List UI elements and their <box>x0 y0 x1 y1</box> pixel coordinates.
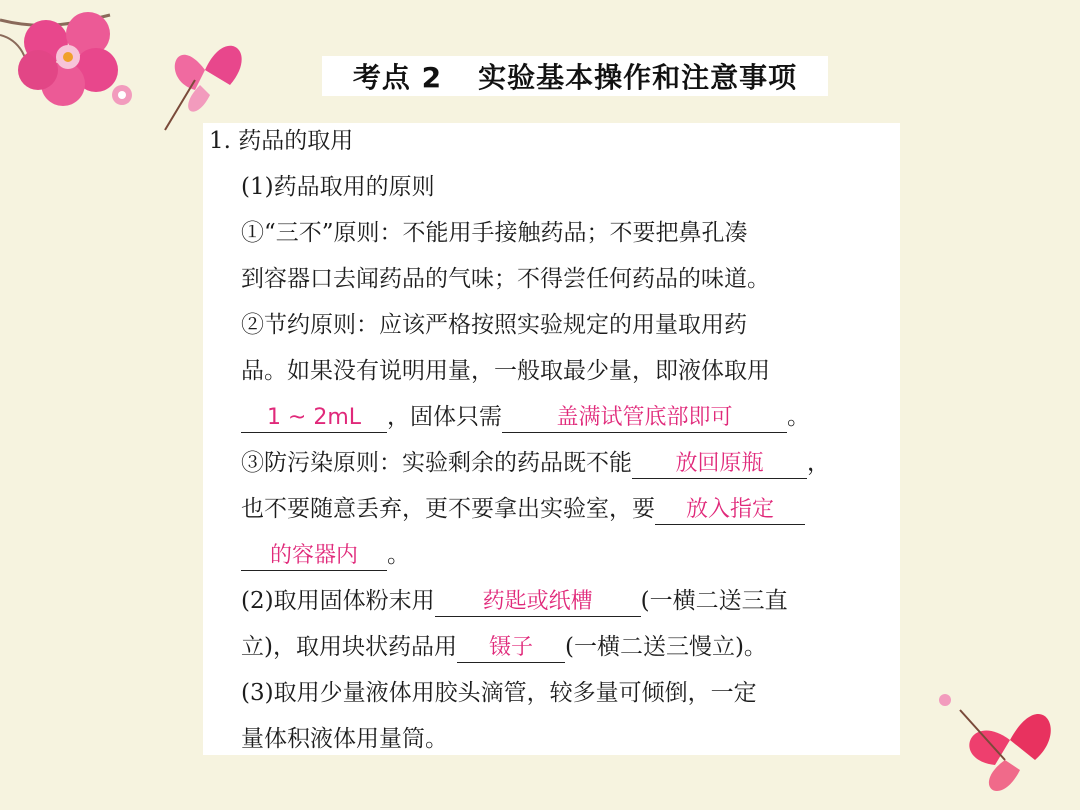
text-fragment: 。 <box>787 404 810 430</box>
topic-number: 考点 2 <box>352 61 443 94</box>
answer-blank: 放回原瓶 <box>632 450 807 479</box>
answer-blank: 的容器内 <box>241 542 387 571</box>
answer-blank: 镊子 <box>457 634 565 663</box>
text-fragment: (一横二送三直 <box>640 588 788 614</box>
topic-name: 实验基本操作和注意事项 <box>478 61 798 94</box>
text-fragment: ，固体只需 <box>387 404 502 430</box>
butterfly-icon <box>960 710 1051 791</box>
answer-blank: 放入指定 <box>655 496 805 525</box>
text-fragment: 。 <box>387 542 410 568</box>
content-panel <box>203 123 900 755</box>
flower-icon <box>18 12 118 106</box>
text-line: 到容器口去闻药品的气味；不得尝任何药品的味道。 <box>241 266 770 292</box>
text-fragment: 立)，取用块状药品用 <box>241 634 457 660</box>
answer-blank: 1 ~ 2mL <box>241 404 387 433</box>
subsection-heading: (1)药品取用的原则 <box>241 174 435 200</box>
text-fragment: (2)取用固体粉末用 <box>241 588 435 614</box>
text-line: 品。如果没有说明用量，一般取最少量，即液体取用 <box>241 358 770 384</box>
text-line: ①“三不”原则：不能用手接触药品；不要把鼻孔凑 <box>241 220 748 246</box>
text-fragment: ， <box>807 450 830 476</box>
butterfly-icon <box>165 46 242 130</box>
text-line <box>241 402 810 433</box>
text-fragment: ③防污染原则：实验剩余的药品既不能 <box>241 450 632 476</box>
answer-blank: 盖满试管底部即可 <box>502 404 787 433</box>
text-line: (3)取用少量液体用胶头滴管，较多量可倾倒，一定 <box>241 680 757 706</box>
text-line: ②节约原则：应该严格按照实验规定的用量取用药 <box>241 312 747 338</box>
text-line <box>241 448 830 479</box>
text-fragment: (一横二送三慢立)。 <box>564 634 767 660</box>
text-fragment: 也不要随意丢弃，更不要拿出实验室，要 <box>241 496 655 522</box>
answer-blank: 药匙或纸槽 <box>435 588 641 617</box>
text-line <box>241 586 788 617</box>
text-line <box>241 540 410 571</box>
text-line <box>241 632 767 663</box>
text-line <box>241 494 805 525</box>
section-heading: 1. 药品的取用 <box>209 128 354 154</box>
text-line: 量体积液体用量筒。 <box>241 726 448 752</box>
slide-title <box>322 56 828 96</box>
